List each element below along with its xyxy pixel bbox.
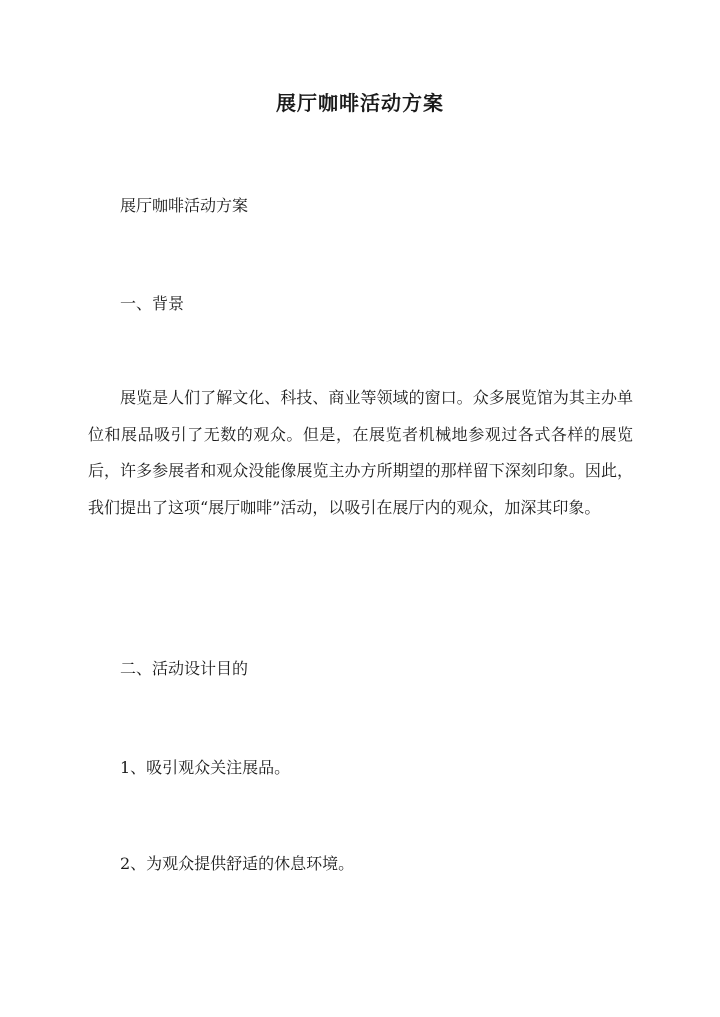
section-body-background: 展览是人们了解文化、科技、商业等领域的窗口。众多展览馆为其主办单位和展品吸引了无数的观众。但是，在展览者机械地参观过各式各样的展览后，许多参展者和观众没能像展览主办方所期望的那样留下深刻印象。因此，我们提出了这项“展厅咖啡”活动，以吸引在展厅内的观众，加深其印象。 [88,388,633,517]
goal-item-1: 1、吸引观众关注展品。 [120,758,291,777]
section-heading-background: 一、背景 [120,294,185,313]
section-heading-goals: 二、活动设计目的 [120,659,249,678]
goal-item-2: 2、为观众提供舒适的休息环境。 [120,854,355,873]
document-title: 展厅咖啡活动方案 [276,91,444,115]
document-subtitle: 展厅咖啡活动方案 [120,196,249,215]
